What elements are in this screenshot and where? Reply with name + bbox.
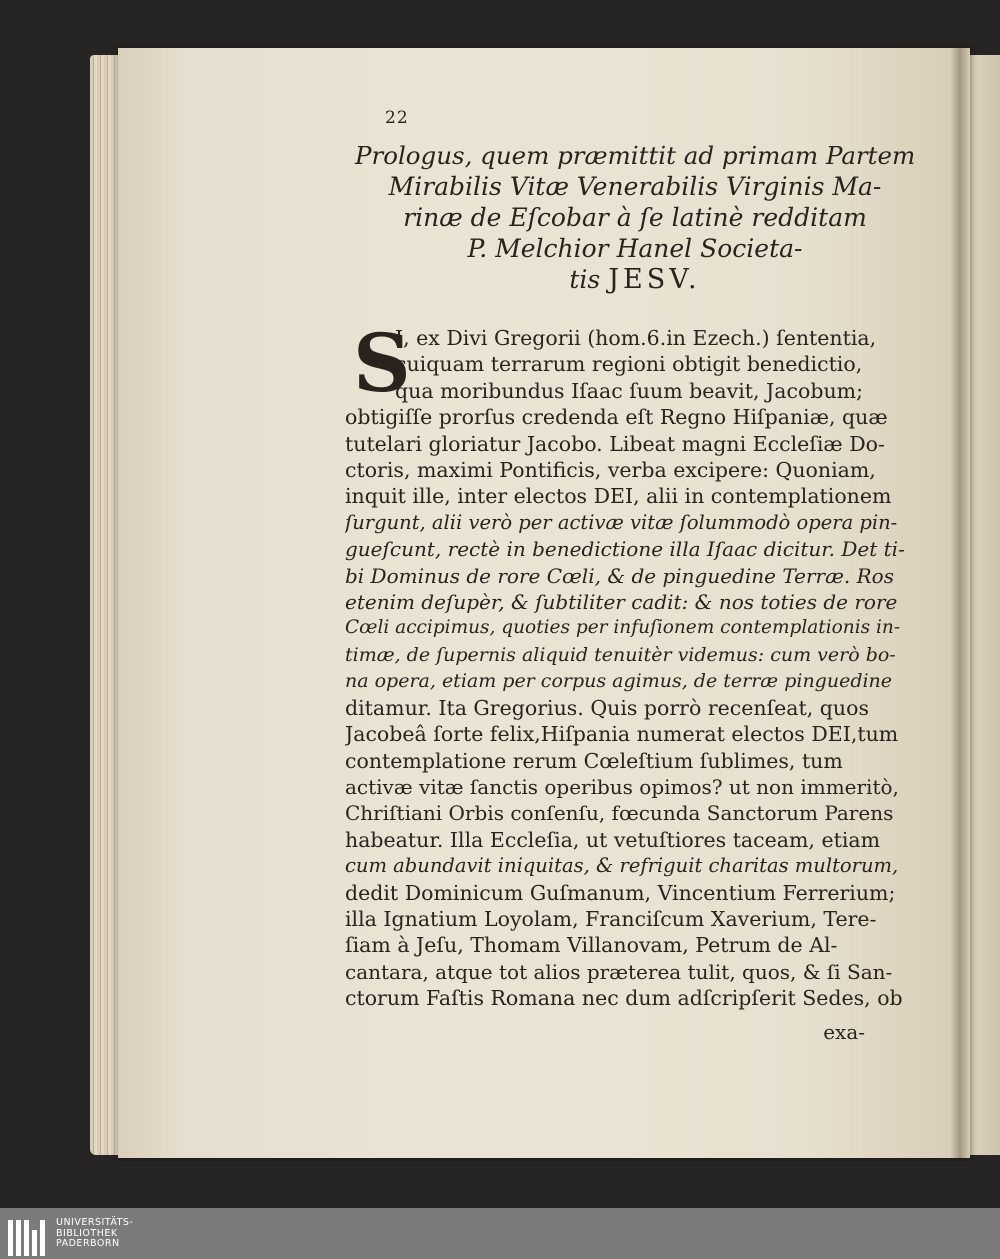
body-line: activæ vitæ ſanctis operibus opimos? ut non immeritò, xyxy=(345,774,899,799)
logo-line: PADERBORN xyxy=(56,1238,120,1249)
body-line: obtigiſſe prorſus credenda eſt Regno Hiſpaniæ, quæ xyxy=(345,405,888,430)
body-line: habeatur. Illa Eccleſia, ut vetuſtiores taceam, etiam xyxy=(345,827,881,852)
body-line: qua moribundus Iſaac ſuum beavit, Jacobum; xyxy=(395,378,863,403)
body-line: bi Dominus de rore Cœli, & de pinguedine Terræ. Ros xyxy=(345,563,894,588)
body-line: ditamur. Ita Gregorius. Quis porrò recenſeat, quos xyxy=(345,695,869,720)
prologue-title xyxy=(355,140,915,295)
library-logo-text xyxy=(56,1218,133,1250)
body-line: illa Ignatium Loyolam, Franciſcum Xaverium, Tere- xyxy=(345,906,877,931)
body-line: na opera, etiam per corpus agimus, de terræ pinguedine xyxy=(345,670,893,693)
library-footer-bar xyxy=(0,1208,1000,1259)
page-gutter-shadow xyxy=(950,48,970,1158)
drop-cap-letter: S xyxy=(353,316,411,410)
body-line: inquit ille, inter electos DEI, alii in contemplationem xyxy=(345,484,892,509)
body-line: ctorum Faſtis Romana nec dum adſcripſerit Sedes, ob xyxy=(345,986,903,1011)
body-line: ſiam à Jeſu, Thomam Villanovam, Petrum de Al- xyxy=(345,933,838,958)
body-line: dedit Dominicum Guſmanum, Vincentium Ferrerium; xyxy=(345,880,896,905)
body-line: Chriſtiani Orbis conſenſu, fœcunda Sanctorum Parens xyxy=(345,801,894,826)
body-line: cuiquam terrarum regioni obtigit benedictio, xyxy=(395,352,863,377)
body-line: ſurgunt, alii verò per activæ vitæ ſolummodò opera pin- xyxy=(345,510,898,534)
body-line: cantara, atque tot alios præterea tulit, quos, & ſi San- xyxy=(345,959,893,984)
body-line: ctoris, maximi Pontificis, verba excipere: Quoniam, xyxy=(345,458,876,483)
title-line-last xyxy=(355,264,915,295)
title-jesu: JESV. xyxy=(608,264,701,295)
catchword: exa- xyxy=(823,1019,865,1044)
title-line: Mirabilis Vitæ Venerabilis Virginis Ma- xyxy=(388,172,882,201)
page-content xyxy=(345,108,916,1044)
body-line: timæ, de ſupernis aliquid tenuitèr videmus: cum verò bo- xyxy=(345,643,896,666)
body-line: contemplatione rerum Cœleſtium ſublimes, tum xyxy=(345,748,843,773)
library-logo-icon xyxy=(8,1216,48,1256)
body-line: gueſcunt, rectè in benedictione illa Iſaac dicitur. Det ti- xyxy=(345,537,905,562)
body-line: etenim deſupèr, & ſubtiliter cadit: & nos toties de rore xyxy=(345,590,898,615)
title-line: rinæ de Eſcobar à ſe latinè redditam xyxy=(403,203,867,232)
body-line: cum abundavit iniquitas, & refriguit charitas multorum, xyxy=(345,854,899,878)
prologue-body xyxy=(345,316,905,1044)
body-line: Cœli accipimus, quoties per infuſionem contemplationis in- xyxy=(345,617,901,639)
body-line: Jacobeâ ſorte felix,Hiſpania numerat electos DEI,tum xyxy=(345,722,899,747)
logo-line: UNIVERSITÄTS- xyxy=(56,1217,134,1228)
logo-line: BIBLIOTHEK xyxy=(56,1227,118,1239)
title-line: Prologus, quem præmittit ad primam Partem xyxy=(355,141,916,170)
body-line: tutelari gloriatur Jacobo. Libeat magni Eccleſiæ Do- xyxy=(345,431,885,456)
page-number: 22 xyxy=(385,108,409,128)
title-word-tis: tis xyxy=(569,265,601,294)
body-line: I, ex Divi Gregorii (hom.6.in Ezech.) ſententia, xyxy=(395,326,877,350)
title-line: P. Melchior Hanel Societa- xyxy=(467,234,803,263)
